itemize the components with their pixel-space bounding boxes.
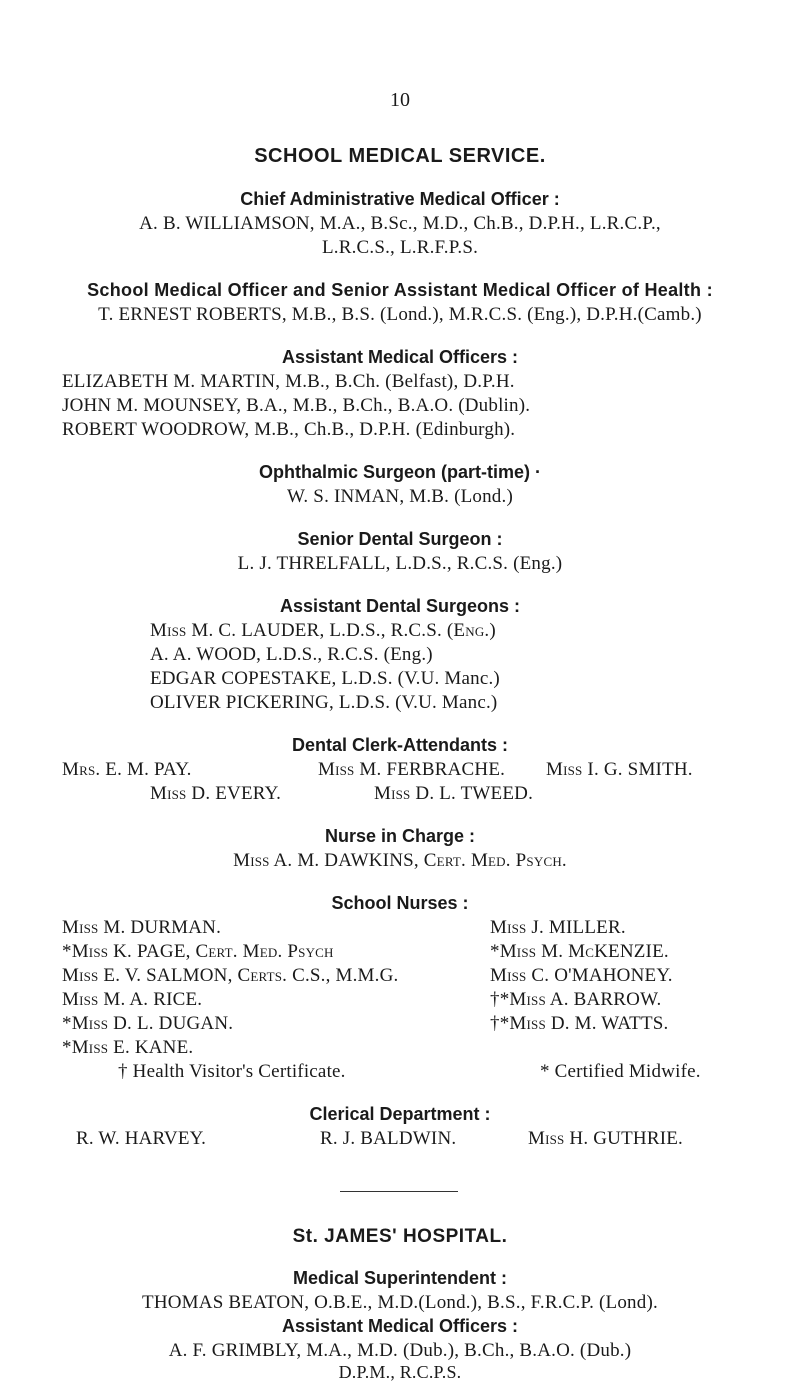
hospital-assistant-1: A. F. GRIMBLY, M.A., M.D. (Dub.), B.Ch., B.A.O. (Dub.) bbox=[168, 1340, 632, 1361]
superintendent-heading: Medical Superintendent : bbox=[292, 1268, 508, 1288]
hospital-assistants-heading: Assistant Medical Officers : bbox=[281, 1316, 519, 1336]
assistant-officer-3: ROBERT WOODROW, M.B., Ch.B., D.P.H. (Edinburgh). bbox=[62, 419, 516, 440]
clerical-heading: Clerical Department : bbox=[309, 1104, 491, 1124]
school-nurse-right-3: Miss C. O'MAHONEY. bbox=[490, 965, 673, 986]
ophthalmic-heading: Ophthalmic Surgeon (part-time) · bbox=[258, 462, 541, 482]
superintendent-line: THOMAS BEATON, O.B.E., M.D.(Lond.), B.S., F.R.C.P. (Lond). bbox=[142, 1292, 658, 1313]
school-nurse-right-4: †*Miss A. BARROW. bbox=[490, 989, 662, 1010]
chief-officer-heading: Chief Administrative Medical Officer : bbox=[240, 189, 560, 209]
assistant-dental-1: Miss M. C. LAUDER, L.D.S., R.C.S. (Eng.) bbox=[150, 620, 496, 641]
assistant-dental-3: EDGAR COPESTAKE, L.D.S. (V.U. Manc.) bbox=[150, 668, 500, 689]
school-nurse-left-5: *Miss D. L. DUGAN. bbox=[62, 1013, 234, 1034]
clerk-attendant-2: Miss M. FERBRACHE. bbox=[318, 759, 506, 780]
ophthalmic-line: W. S. INMAN, M.B. (Lond.) bbox=[287, 486, 513, 507]
chief-officer-line-1: A. B. WILLIAMSON, M.A., B.Sc., M.D., Ch.B., D.P.H., L.R.C.P., bbox=[139, 213, 661, 234]
hospital-section-title: St. JAMES' HOSPITAL. bbox=[292, 1226, 508, 1247]
nurse-in-charge-line: Miss A. M. DAWKINS, Cert. Med. Psych. bbox=[233, 850, 567, 871]
footnote-midwife: * Certified Midwife. bbox=[540, 1061, 701, 1082]
assistant-dental-2: A. A. WOOD, L.D.S., R.C.S. (Eng.) bbox=[150, 644, 433, 665]
school-nurse-left-6: *Miss E. KANE. bbox=[62, 1037, 194, 1058]
school-nurse-right-5: †*Miss D. M. WATTS. bbox=[490, 1013, 669, 1034]
assistant-officer-2: JOHN M. MOUNSEY, B.A., M.B., B.Ch., B.A.O. (Dublin). bbox=[62, 395, 531, 416]
clerical-name-3: Miss H. GUTHRIE. bbox=[528, 1128, 683, 1149]
school-nurse-left-2: *Miss K. PAGE, Cert. Med. Psych bbox=[62, 941, 334, 962]
school-medical-officer-line: T. ERNEST ROBERTS, M.B., B.S. (Lond.), M.R.C.S. (Eng.), D.P.H.(Camb.) bbox=[98, 304, 702, 325]
section-divider bbox=[340, 1191, 458, 1192]
footnote-health-visitor: † Health Visitor's Certificate. bbox=[118, 1061, 346, 1082]
assistant-dental-4: OLIVER PICKERING, L.D.S. (V.U. Manc.) bbox=[150, 692, 498, 713]
clerk-attendants-heading: Dental Clerk-Attendants : bbox=[291, 735, 509, 755]
hospital-assistant-2: D.P.M., R.C.P.S. bbox=[338, 1362, 462, 1382]
assistant-medical-officers-heading: Assistant Medical Officers : bbox=[281, 347, 519, 367]
chief-officer-line-2: L.R.C.S., L.R.F.P.S. bbox=[321, 237, 479, 258]
senior-dental-heading: Senior Dental Surgeon : bbox=[297, 529, 503, 549]
assistant-officer-1: ELIZABETH M. MARTIN, M.B., B.Ch. (Belfast), D.P.H. bbox=[62, 371, 515, 392]
school-section-title: SCHOOL MEDICAL SERVICE. bbox=[254, 145, 546, 167]
school-nurses-heading: School Nurses : bbox=[331, 893, 469, 913]
school-nurse-right-1: Miss J. MILLER. bbox=[490, 917, 626, 938]
clerical-name-2: R. J. BALDWIN. bbox=[320, 1128, 457, 1149]
clerical-name-1: R. W. HARVEY. bbox=[76, 1128, 207, 1149]
clerk-attendant-5: Miss D. L. TWEED. bbox=[374, 783, 534, 804]
clerk-attendant-3: Miss I. G. SMITH. bbox=[546, 759, 693, 780]
school-medical-officer-heading: School Medical Officer and Senior Assistant Medical Officer of Health : bbox=[87, 280, 713, 300]
clerk-attendant-4: Miss D. EVERY. bbox=[150, 783, 282, 804]
nurse-in-charge-heading: Nurse in Charge : bbox=[324, 826, 476, 846]
assistant-dental-heading: Assistant Dental Surgeons : bbox=[279, 596, 521, 616]
school-nurse-right-2: *Miss M. McKENZIE. bbox=[490, 941, 669, 962]
school-nurse-left-3: Miss E. V. SALMON, Certs. C.S., M.M.G. bbox=[62, 965, 399, 986]
clerk-attendant-1: Mrs. E. M. PAY. bbox=[62, 759, 192, 780]
page-number: 10 bbox=[390, 89, 410, 111]
school-nurse-left-4: Miss M. A. RICE. bbox=[62, 989, 203, 1010]
school-nurse-left-1: Miss M. DURMAN. bbox=[62, 917, 222, 938]
senior-dental-line: L. J. THRELFALL, L.D.S., R.C.S. (Eng.) bbox=[237, 553, 563, 574]
